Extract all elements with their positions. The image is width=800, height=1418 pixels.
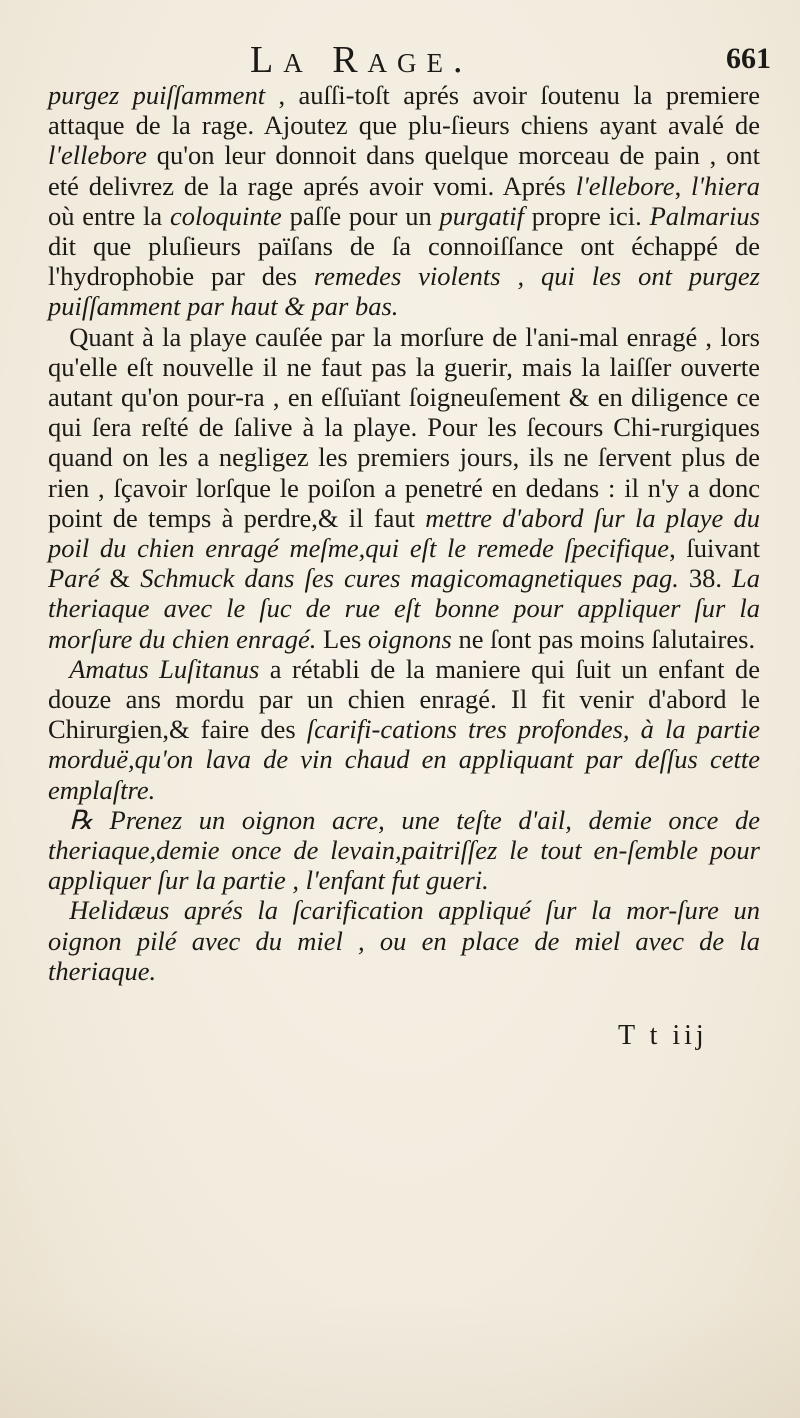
- text-run: , ſuivant: [669, 533, 760, 564]
- italic-run: Paré: [48, 563, 100, 594]
- running-title: La Rage.: [250, 39, 473, 81]
- text-run: &: [99, 563, 141, 594]
- italic-run: l'ellebore: [575, 170, 675, 201]
- italic-run: purgez puiſſamment: [48, 80, 266, 110]
- italic-run: remedes violents , qui les ont purgez puiſſamment par haut & par bas.: [48, 261, 760, 322]
- italic-run: l'hiera: [691, 170, 760, 201]
- body-text: [48, 80, 760, 986]
- italic-run: coloquinte: [169, 200, 282, 231]
- signature-mark: T t iij: [618, 1020, 708, 1051]
- text-run: , auſſi-toſt aprés avoir ſoutenu la premiere attaque de la rage. Ajoutez que plu-ſieurs chiens ayant avalé de: [48, 80, 760, 141]
- paper-stain: [0, 1300, 800, 1418]
- italic-run: l'ellebore: [48, 140, 147, 171]
- italic-run: purgatif: [439, 200, 524, 231]
- page-header: [0, 38, 800, 81]
- text-run: ne ſont pas moins ſalutaires.: [451, 623, 756, 654]
- italic-run: Amatus Luſitanus: [69, 653, 260, 684]
- text-run: où entre la: [48, 200, 170, 231]
- paragraph: [48, 654, 760, 805]
- text-run: Quant à la playe cauſée par la morſure de l'ani-mal enragé , lors qu'elle eſt nouvelle il ne faut pas la guerir, mais la laiſſer ouverte autant qu'on pour-ra , en eſſuïant ſoigneuſement & en diligence ce qui ſera reſté de ſalive à la playe. Pour les ſecours Chi-rurgiques quand on les a negligez les premiers jours, ils ne ſervent plus de rien , ſçavoir lorſque le poiſon a penetré en dedans : il n'y a donc point de temps à perdre,& il faut: [48, 321, 760, 533]
- paragraph: [48, 322, 760, 654]
- text-run: qu'on leur donnoit dans quelque morceau de pain , ont eté delivrez de la rage aprés avoir vomi. Aprés: [48, 140, 760, 201]
- text-run: propre ici.: [523, 200, 650, 231]
- italic-run: ſcarifi-cations tres profondes, à la partie morduë,qu'on lava de vin chaud en appliquant par deſſus cette emplaſtre.: [48, 714, 760, 805]
- text-run: [622, 563, 632, 593]
- text-run: Les: [316, 623, 368, 654]
- text-run: ,: [674, 170, 692, 201]
- italic-run: ℞ Prenez un oignon acre, une teſte d'ail, demie once de theriaque,demie once de levain,paitriſſez le tout en-ſemble pour appliquer ſur la partie , l'enfant fut gueri.: [48, 804, 760, 896]
- text-run: dit que pluſieurs païſans de ſa connoiſſance ont échappé de l'hydrophobie par des: [48, 231, 760, 292]
- paragraph: [48, 805, 760, 896]
- text-run: paſſe pour un: [281, 200, 440, 231]
- italic-run: Palmarius: [649, 200, 760, 231]
- italic-run: La theriaque avec le ſuc de rue eſt bonne pour appliquer ſur la morſure du chien enragé.: [48, 563, 761, 654]
- italic-run: Helidæus aprés la ſcarification appliqué ſur la mor-ſure un oignon pilé avec du miel , ou en place de miel avec de la theriaque.: [48, 895, 760, 986]
- italic-run: mettre d'abord ſur la playe du poil du chien enragé meſme,qui eſt le remede ſpecifique: [48, 502, 760, 564]
- italic-run: oignons: [367, 623, 452, 654]
- text-run: a rétabli de la maniere qui ſuit un enfant de douze ans mordu par un chien enragé. Il fit venir d'abord le Chirurgien,& faire des: [48, 653, 760, 745]
- paragraph: [48, 895, 760, 986]
- italic-run: pag.: [632, 563, 679, 594]
- italic-run: Schmuck dans ſes cures magicomagnetiques: [140, 563, 623, 594]
- page-number: 661: [726, 42, 771, 75]
- paragraph: [48, 80, 760, 322]
- text-run: 38.: [678, 563, 733, 594]
